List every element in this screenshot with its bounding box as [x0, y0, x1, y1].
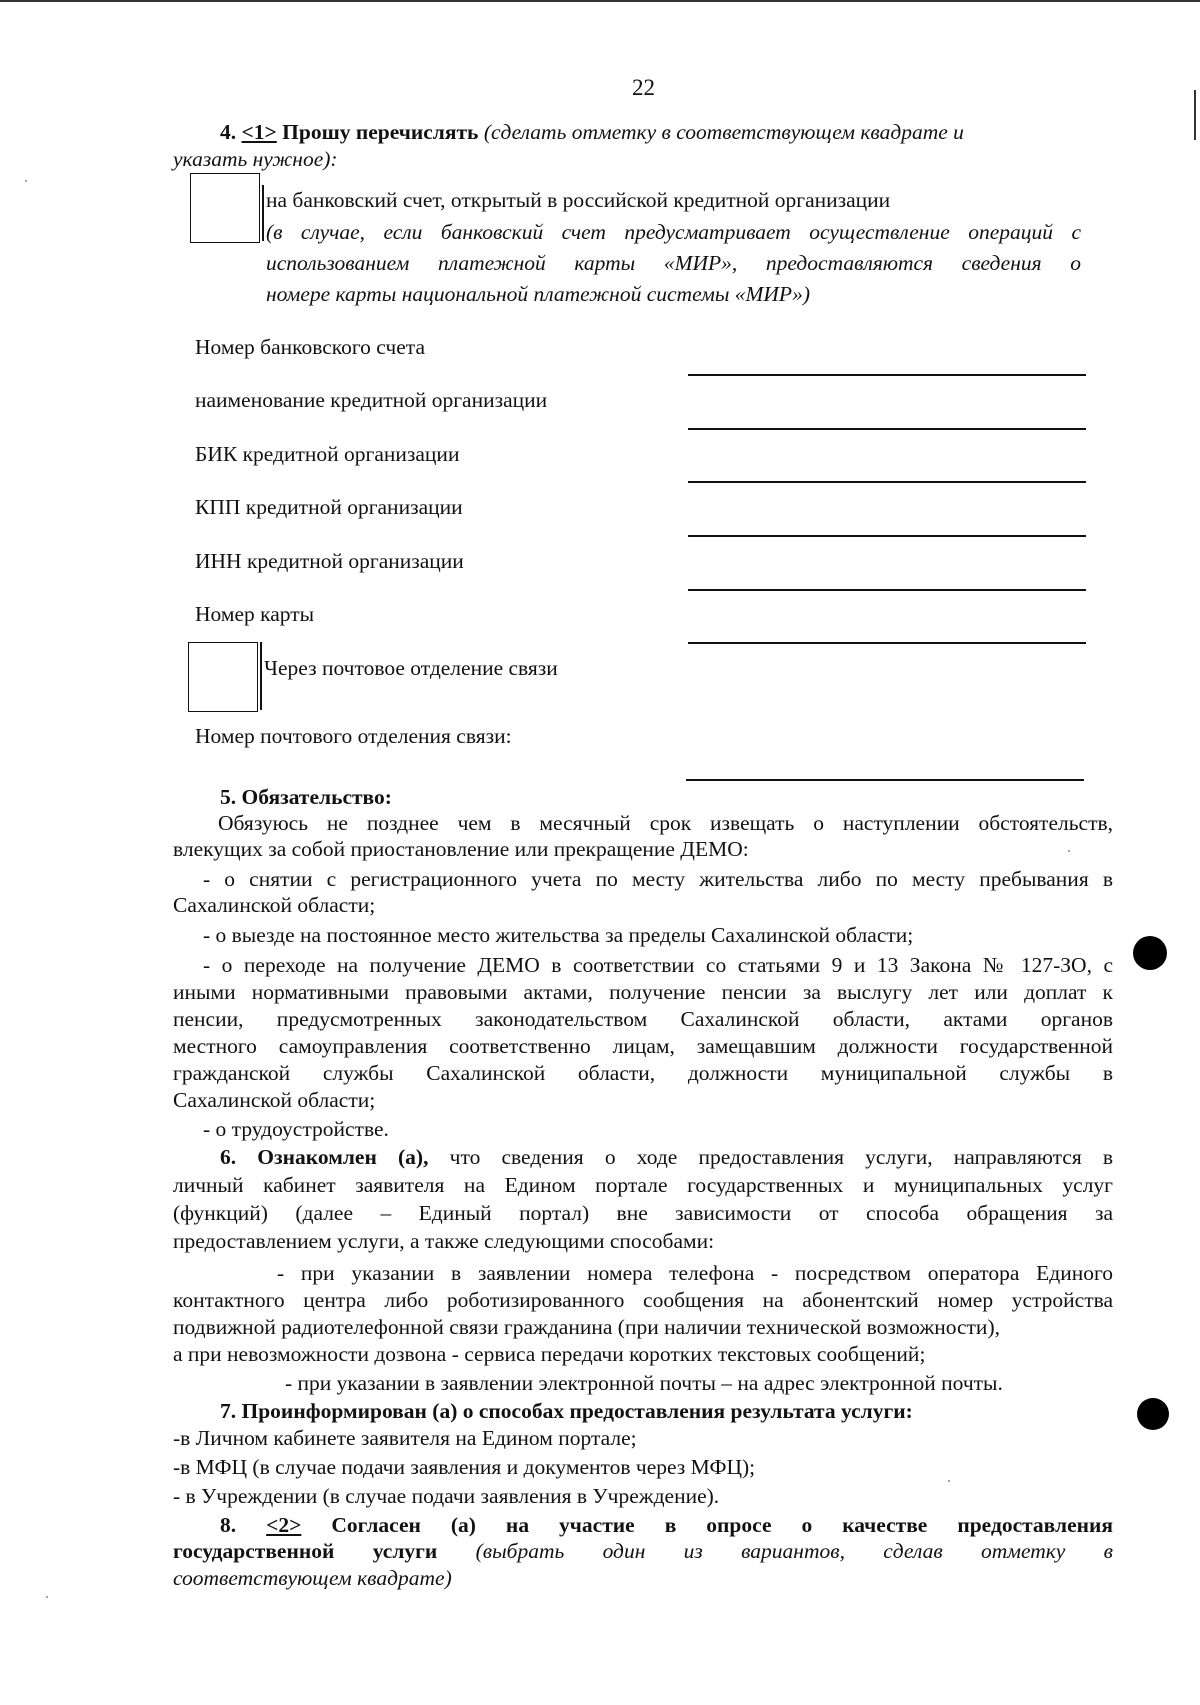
bank-name-input-line[interactable]	[688, 428, 1086, 430]
notification-method: - при указании в заявлении номера телефона - посредством оператора Единого	[277, 1261, 1113, 1285]
scan-speck	[948, 1480, 950, 1482]
field-label-account-number: Номер банковского счета	[195, 335, 425, 359]
bank-note-line-2: использованием платежной карты «МИР», предоставляются сведения о	[266, 251, 1081, 275]
inn-input-line[interactable]	[688, 589, 1086, 591]
post-office-number-input-line[interactable]	[686, 779, 1084, 781]
section-5-title: 5. Обязательство:	[220, 785, 392, 809]
scan-speck	[25, 180, 27, 182]
post-office-option: Через почтовое отделение связи	[264, 656, 558, 680]
section-8-title: Согласен (а) на участие в опросе о качестве предоставления	[331, 1513, 1114, 1537]
obligation-item: гражданской службы Сахалинской области, должности муниципальной службы в	[173, 1061, 1113, 1085]
section-6-text: личный кабинет заявителя на Едином портале государственных и муниципальных услуг	[173, 1173, 1113, 1197]
scan-speck	[1068, 850, 1070, 852]
post-option-divider	[260, 642, 262, 710]
section-8-instruction-cont: соответствующем квадрате)	[173, 1566, 452, 1590]
page-number: 22	[632, 75, 655, 100]
section-4-heading	[220, 119, 964, 145]
section-6-text: что сведения о ходе предоставления услуги, направляются в	[449, 1145, 1114, 1169]
obligation-item: иными нормативными правовыми актами, получение пенсии за выслугу лет или доплат к	[173, 980, 1113, 1004]
obligation-item: Сахалинской области;	[173, 1088, 376, 1112]
bank-note-line-1: (в случае, если банковский счет предусматривает осуществление операций с	[266, 220, 1081, 244]
bank-account-option: на банковский счет, открытый в российской кредитной организации	[266, 188, 891, 212]
section-6-text: предоставлением услуги, а также следующими способами:	[173, 1229, 715, 1253]
notification-method: контактного центра либо роботизированного сообщения на абонентский номер устройства	[173, 1288, 1113, 1312]
field-label-inn: ИНН кредитной организации	[195, 549, 464, 573]
section-8-heading	[220, 1512, 1113, 1538]
section-5-text: влекущих за собой приостановление или прекращение ДЕМО:	[173, 837, 749, 861]
obligation-item: - о выезде на постоянное место жительства за пределы Сахалинской области;	[203, 923, 914, 947]
section-6-title: 6. Ознакомлен (а),	[220, 1145, 429, 1169]
bik-input-line[interactable]	[688, 481, 1086, 483]
notification-method: - при указании в заявлении электронной почты – на адрес электронной почты.	[285, 1371, 1003, 1395]
binder-hole-top	[1133, 936, 1167, 970]
result-method: -в МФЦ (в случае подачи заявления и документов через МФЦ);	[173, 1455, 756, 1479]
scan-edge-top	[0, 0, 1200, 2]
section-4-instruction: (сделать отметку в соответствующем квадрате и	[483, 120, 964, 144]
footnote-ref-2: <2>	[266, 1513, 302, 1537]
section-4-number: 4.	[220, 120, 237, 144]
post-office-checkbox[interactable]	[188, 642, 258, 712]
scan-edge-right	[1194, 90, 1196, 140]
section-6-line-1	[220, 1144, 1113, 1170]
kpp-input-line[interactable]	[688, 535, 1086, 537]
result-method: -в Личном кабинете заявителя на Едином портале;	[173, 1426, 637, 1450]
notification-method: а при невозможности дозвона - сервиса передачи коротких текстовых сообщений;	[173, 1342, 926, 1366]
section-7-title: 7. Проинформирован (а) о способах предоставления результата услуги:	[220, 1399, 913, 1423]
section-8-line-2	[173, 1538, 1113, 1564]
section-8-title-cont: государственной услуги	[173, 1539, 438, 1563]
field-label-bank-name: наименование кредитной организации	[195, 388, 548, 412]
obligation-item: - о снятии с регистрационного учета по месту жительства либо по месту пребывания в	[203, 867, 1113, 891]
footnote-ref-1: <1>	[241, 120, 277, 144]
section-6-text: (функций) (далее – Единый портал) вне зависимости от способа обращения за	[173, 1201, 1113, 1225]
obligation-item: местного самоуправления соответственно лицам, замещавшим должности государственной	[173, 1034, 1113, 1058]
section-8-number: 8.	[220, 1513, 237, 1537]
notification-method: подвижной радиотелефонной связи гражданина (при наличии технической возможности),	[173, 1315, 1000, 1339]
field-label-kpp: КПП кредитной организации	[195, 495, 463, 519]
account-number-input-line[interactable]	[688, 374, 1086, 376]
card-number-input-line[interactable]	[688, 642, 1086, 644]
obligation-item: Сахалинской области;	[173, 893, 376, 917]
binder-hole-bottom	[1137, 1398, 1169, 1430]
section-4-instruction-cont: указать нужное):	[173, 147, 338, 171]
field-label-post-office-number: Номер почтового отделения связи:	[195, 724, 512, 748]
obligation-item: - о переходе на получение ДЕМО в соответствии со статьями 9 и 13 Закона № 127-ЗО, с	[203, 953, 1113, 977]
obligation-item: - о трудоустройстве.	[203, 1117, 389, 1141]
bank-option-divider	[262, 185, 264, 241]
result-method: - в Учреждении (в случае подачи заявления в Учреждение).	[173, 1484, 720, 1508]
bank-account-checkbox[interactable]	[190, 173, 260, 243]
section-5-text: Обязуюсь не позднее чем в месячный срок извещать о наступлении обстоятельств,	[218, 811, 1113, 835]
bank-note-line-3: номере карты национальной платежной системы «МИР»)	[266, 282, 810, 306]
field-label-bik: БИК кредитной организации	[195, 442, 460, 466]
obligation-item: пенсии, предусмотренных законодательством Сахалинской области, актами органов	[173, 1007, 1113, 1031]
scan-speck	[46, 1596, 48, 1598]
section-8-instruction: (выбрать один из вариантов, сделав отметку в	[475, 1539, 1113, 1563]
field-label-card-number: Номер карты	[195, 602, 315, 626]
section-4-title: Прошу перечислять	[282, 120, 479, 144]
